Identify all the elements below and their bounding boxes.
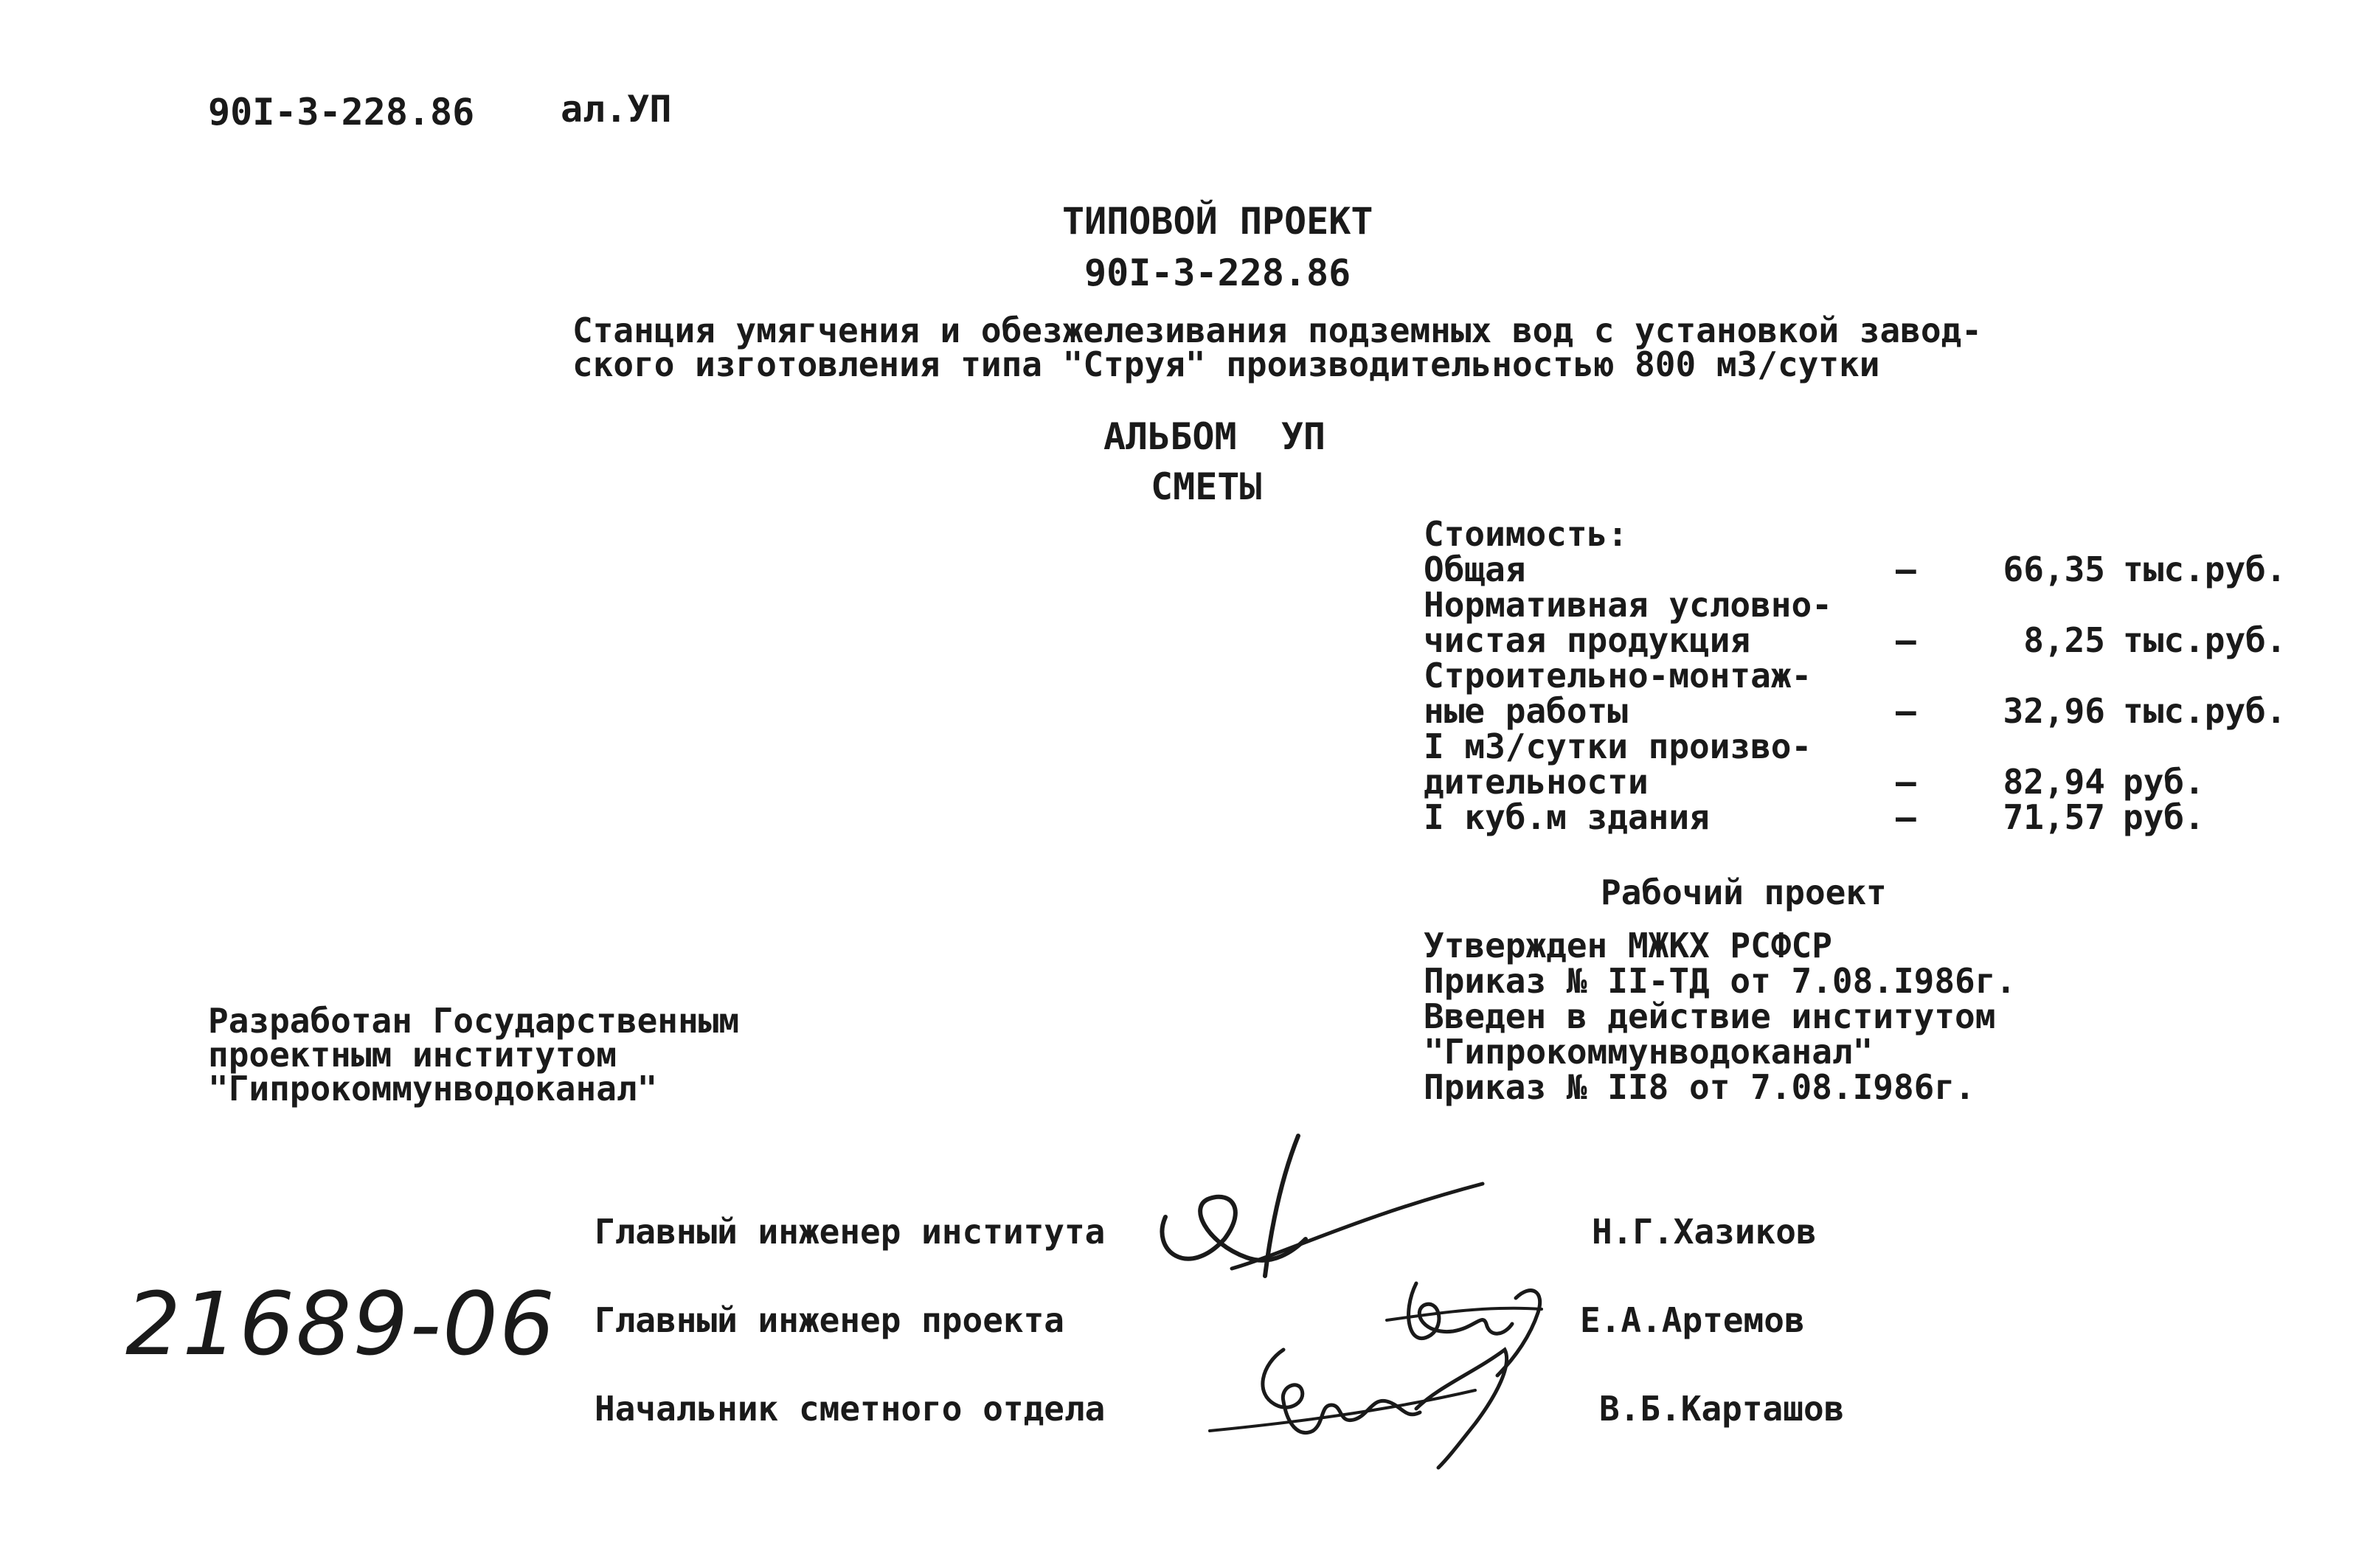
- approval-line: Приказ № II8 от 7.08.I986г.: [1424, 1067, 1975, 1107]
- album-title: АЛЬБОМ УП: [1103, 415, 1326, 458]
- cost-unit: тыс.руб.: [2123, 691, 2287, 731]
- cost-label: Нормативная условно- чистая продукция: [1424, 585, 1832, 660]
- project-description-line1: Станция умягчения и обезжелезивания подземных вод с установкой завод-: [572, 311, 1982, 350]
- signatory-role: Начальник сметного отдела: [595, 1389, 1106, 1429]
- approval-line: "Гипрокоммунводоканал": [1424, 1032, 1874, 1072]
- subject-title: СМЕТЫ: [1151, 465, 1262, 508]
- project-code-title: 90I-3-228.86: [1084, 251, 1351, 294]
- cost-value: 32,96: [2003, 691, 2105, 731]
- developer-line: Разработан Государственным: [208, 1001, 740, 1041]
- project-description-line2: ского изготовления типа "Струя" производительностью 800 м3/сутки: [572, 344, 1880, 384]
- project-type-title: ТИПОВОЙ ПРОЕКТ: [1062, 200, 1373, 243]
- cost-row: I м3/сутки произво- дительности – 82,94 руб.: [1424, 726, 2205, 802]
- document-code: 90I-3-228.86: [208, 91, 475, 133]
- cost-label: I м3/сутки произво- дительности: [1424, 726, 1812, 802]
- cost-unit: руб.: [2123, 797, 2205, 837]
- signatory-name: Н.Г.Хазиков: [1592, 1212, 1817, 1252]
- cost-unit: руб.: [2123, 762, 2205, 802]
- inventory-number: 21689-06: [125, 1273, 557, 1375]
- cost-label: Общая: [1424, 549, 1526, 589]
- signatory-role: Главный инженер института: [595, 1212, 1106, 1252]
- cost-row: Нормативная условно- чистая продукция – 8,25 тыс.руб.: [1424, 585, 2287, 660]
- cost-table: [1424, 516, 2338, 835]
- cost-label: Строительно-монтаж- ные работы: [1424, 656, 1812, 731]
- cost-value: 66,35: [2003, 549, 2105, 589]
- signature-head-estimates: [1195, 1320, 1542, 1482]
- album-reference: ал.УП: [561, 88, 672, 131]
- cost-unit: тыс.руб.: [2123, 549, 2287, 589]
- cost-heading: Стоимость:: [1424, 514, 1628, 554]
- approval-line: Приказ № II-ТД от 7.08.I986г.: [1424, 961, 2017, 1001]
- cost-unit: тыс.руб.: [2123, 620, 2287, 660]
- signatory-name: Е.А.Артемов: [1580, 1300, 1805, 1340]
- cost-value: 8,25: [2023, 620, 2105, 660]
- approval-line: Введен в действие институтом: [1424, 996, 1996, 1036]
- signatory-name: В.Б.Карташов: [1599, 1389, 1845, 1429]
- cost-row: Общая – 66,35 тыс.руб.: [1424, 549, 2287, 589]
- approval-line: Утвержден МЖКХ РСФСР: [1424, 926, 1832, 965]
- cost-label: I куб.м здания: [1424, 797, 1710, 837]
- cost-row: I куб.м здания – 71,57 руб.: [1424, 797, 2205, 837]
- cost-value: 82,94: [2003, 762, 2105, 802]
- developer-line: проектным институтом: [208, 1035, 617, 1075]
- cost-row: Строительно-монтаж- ные работы – 32,96 тыс.руб.: [1424, 656, 2287, 731]
- approval-title: Рабочий проект: [1601, 873, 1887, 912]
- cost-value: 71,57: [2003, 797, 2105, 837]
- signatory-role: Главный инженер проекта: [595, 1300, 1064, 1340]
- developer-line: "Гипрокоммунводоканал": [208, 1069, 658, 1109]
